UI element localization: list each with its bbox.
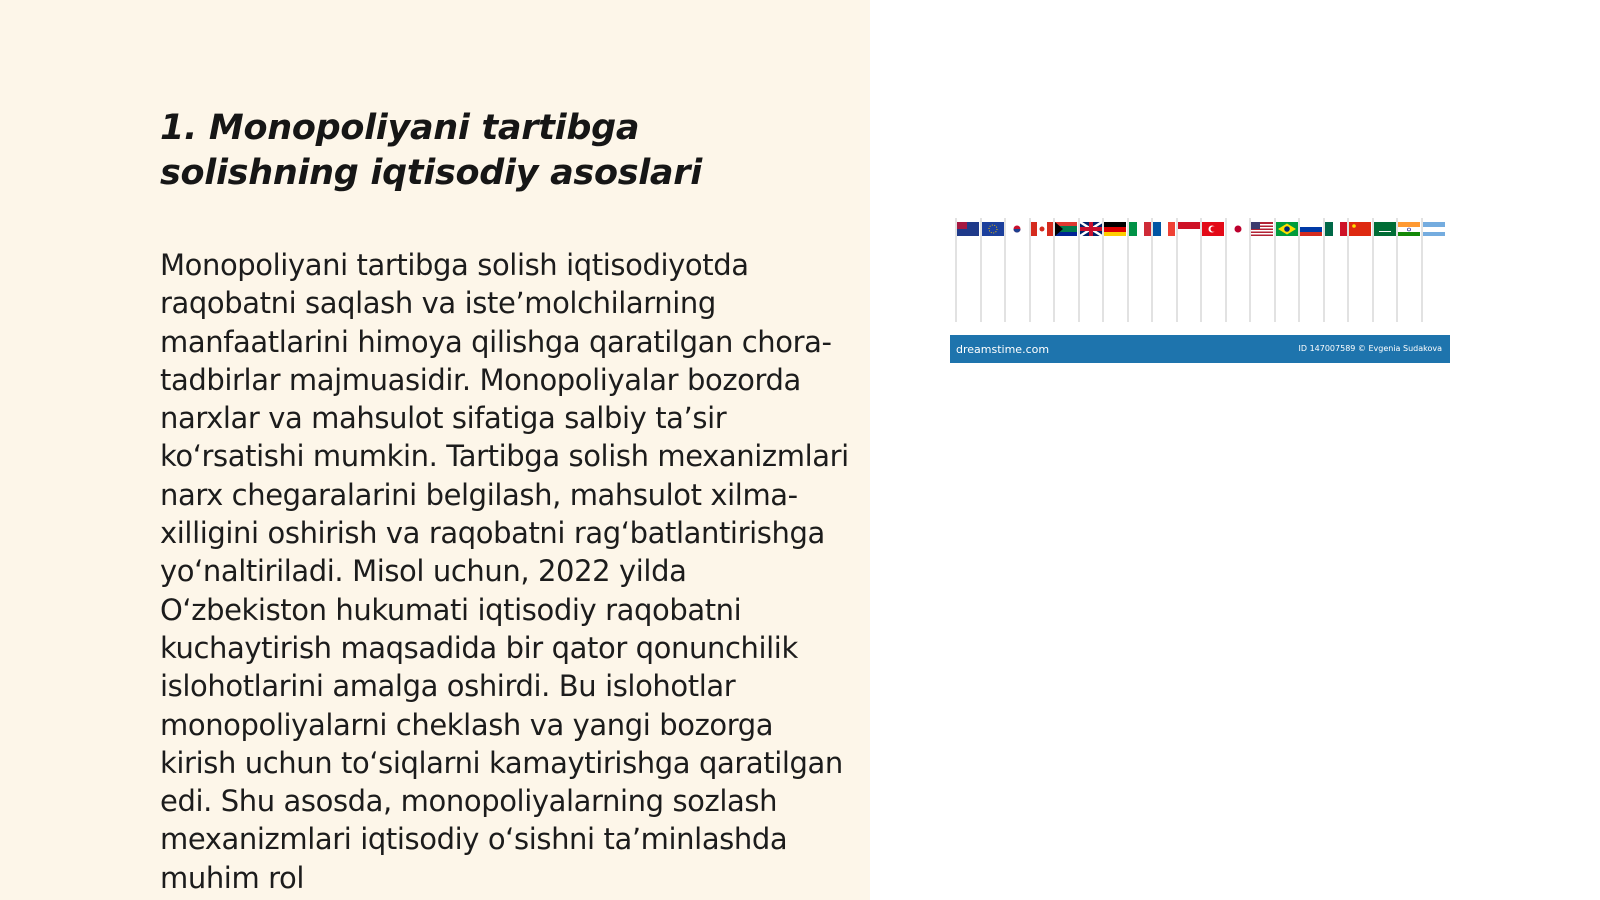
image-panel <box>870 0 1600 900</box>
slide-body-text: Monopoliyani tartibga solish iqtisodiyotda raqobatni saqlash va iste’molchilarning manfaatlarini himoya qilishga qaratilgan chora-tadbirlar majmuasidir. Monopoliyalar bozorda narxlar va mahsulot sifatiga salbiy ta’sir ko‘rsatishi mumkin. Tartibga solish mexanizmlari narx chegaralarini belgilash, mahsulot xilma-xilligini oshirish va raqobatni rag‘batlantirishga yo‘naltiriladi. Misol uchun, 2022 yilda O‘zbekiston hukumati iqtisodiy raqobatni kuchaytirish maqsadida bir qator qonunchilik islohotlarini amalga oshirdi. Bu islohotlar monopoliyalarni cheklash va yangi bozorga kirish uchun to‘siqlarni kamaytirishga qaratilgan edi. Shu asosda, monopoliyalarning sozlash mexanizmlari iqtisodiy o‘sishni ta’minlashda muhim rol <box>160 248 849 895</box>
watermark-credit: ID 147007589 © Evgenia Sudakova <box>1298 344 1442 353</box>
flags-stock-image <box>950 210 1450 363</box>
watermark-bar <box>950 335 1450 363</box>
slide-title: 1. Monopoliyani tartibga solishning iqtisodiy asoslari <box>160 108 702 193</box>
watermark-site: dreamstime.com <box>956 343 1050 356</box>
flags-illustration <box>950 210 1450 335</box>
